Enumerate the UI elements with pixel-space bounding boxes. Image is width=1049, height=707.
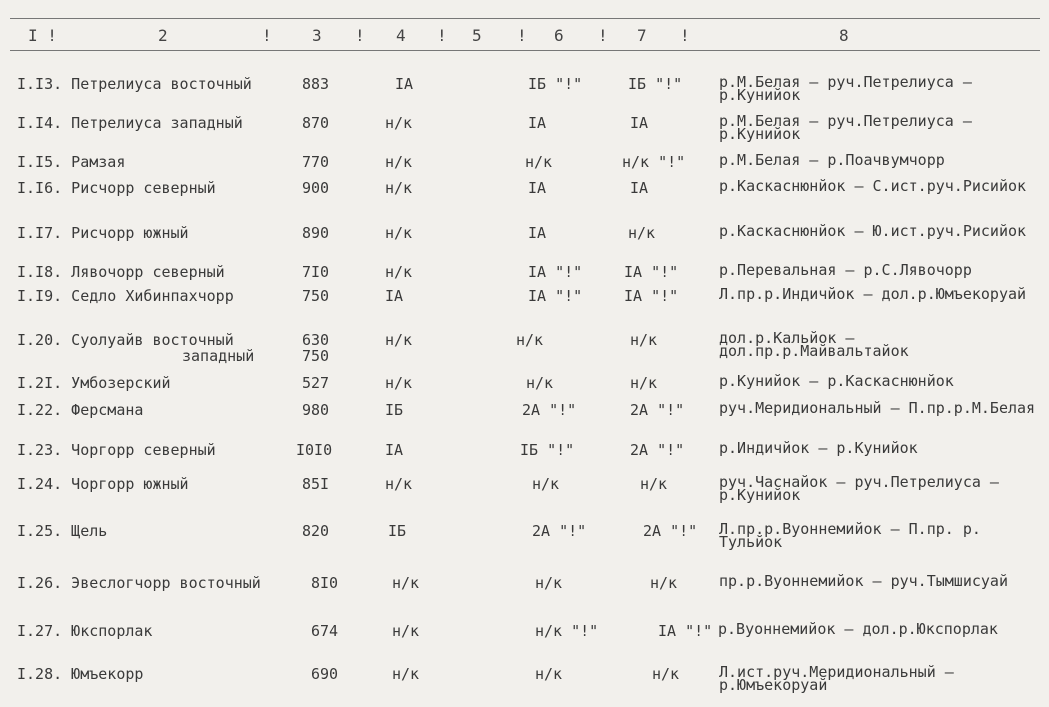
header-rule bbox=[10, 50, 1040, 51]
pass-name: I.23. Чоргорр северный bbox=[17, 441, 216, 459]
category-col4: н/к bbox=[385, 475, 413, 493]
pass-name: I.26. Эвеслогчорр восточный bbox=[17, 574, 261, 592]
header-col-8: 8 bbox=[839, 26, 849, 45]
header-sep: ! bbox=[262, 26, 272, 45]
category-col4: н/к bbox=[385, 179, 413, 197]
category-col4: н/к bbox=[385, 224, 413, 242]
route-description: р.Вуоннемийок – дол.р.Юкспорлак bbox=[718, 620, 998, 638]
pass-height: 7I0 bbox=[302, 263, 330, 281]
category-col7: IA bbox=[630, 114, 649, 132]
category-col7: IA "!" bbox=[624, 263, 679, 281]
pass-name: I.I5. Рамзая bbox=[17, 153, 126, 171]
header-sep: ! bbox=[680, 26, 690, 45]
header-sep: ! bbox=[437, 26, 447, 45]
category-col4: IБ bbox=[385, 401, 404, 419]
route-description: Л.пр.р.Вуоннемийок – П.пр. р. Тульйок bbox=[719, 520, 981, 551]
route-description: руч.Часнайок – руч.Петрелиуса – р.Кунийок bbox=[719, 473, 999, 504]
pass-height: 85I bbox=[302, 475, 330, 493]
category-col6: IA bbox=[528, 224, 547, 242]
category-col6: н/к bbox=[535, 665, 563, 683]
category-col7: н/к bbox=[640, 475, 668, 493]
category-col7: н/к bbox=[630, 331, 658, 349]
category-col7: IA "!" bbox=[658, 622, 713, 640]
category-col6: н/к bbox=[525, 153, 553, 171]
category-col4: IA bbox=[395, 75, 414, 93]
route-description: пр.р.Вуоннемийок – руч.Тымшисуай bbox=[719, 572, 1008, 590]
pass-name: I.I4. Петрелиуса западный bbox=[17, 114, 243, 132]
category-col6: н/к bbox=[532, 475, 560, 493]
pass-height: 820 bbox=[302, 522, 330, 540]
top-rule bbox=[10, 18, 1040, 19]
category-col7: н/к bbox=[628, 224, 656, 242]
pass-name: I.I8. Лявочорр северный bbox=[17, 263, 225, 281]
category-col6: IA "!" bbox=[528, 263, 583, 281]
category-col6: н/к bbox=[516, 331, 544, 349]
pass-name: I.28. Юмъекорр bbox=[17, 665, 144, 683]
pass-height: 527 bbox=[302, 374, 330, 392]
route-description: дол.р.Кальйок – дол.пр.р.Майвальтайок bbox=[719, 329, 909, 360]
category-col7: 2A "!" bbox=[643, 522, 698, 540]
route-description: р.Каскаснюнйок – Ю.ист.руч.Рисийок bbox=[719, 222, 1027, 240]
pass-name: I.I9. Седло Хибинпахчорр bbox=[17, 287, 234, 305]
category-col6: IA "!" bbox=[528, 287, 583, 305]
header-col-5: 5 bbox=[472, 26, 482, 45]
pass-name: I.2I. Умбозерский bbox=[17, 374, 171, 392]
category-col6: IБ "!" bbox=[528, 75, 583, 93]
pass-height: 980 bbox=[302, 401, 330, 419]
pass-height: 900 bbox=[302, 179, 330, 197]
pass-name: I.27. Юкспорлак bbox=[17, 622, 153, 640]
category-col7: н/к bbox=[652, 665, 680, 683]
category-col7: 2A "!" bbox=[630, 441, 685, 459]
pass-height: 750 bbox=[302, 287, 330, 305]
pass-height: 690 bbox=[311, 665, 339, 683]
category-col6: н/к bbox=[526, 374, 554, 392]
category-col4: н/к bbox=[385, 374, 413, 392]
pass-name: I.I3. Петрелиуса восточный bbox=[17, 75, 252, 93]
route-description: р.Каскаснюнйок – С.ист.руч.Рисийок bbox=[719, 177, 1027, 195]
header-col-6: 6 bbox=[554, 26, 564, 45]
pass-height: 630 bbox=[302, 331, 330, 349]
category-col4: IБ bbox=[388, 522, 407, 540]
category-col4: IA bbox=[385, 287, 404, 305]
category-col6: IA bbox=[528, 179, 547, 197]
route-description: р.Индичйок – р.Кунийок bbox=[719, 439, 918, 457]
header-col-7: 7 bbox=[637, 26, 647, 45]
header-col-4: 4 bbox=[396, 26, 406, 45]
category-col6: н/к bbox=[535, 574, 563, 592]
category-col7: IБ "!" bbox=[628, 75, 683, 93]
pass-name: I.I7. Рисчорр южный bbox=[17, 224, 189, 242]
pass-height: 883 bbox=[302, 75, 330, 93]
pass-name: I.22. Ферсмана bbox=[17, 401, 144, 419]
pass-name: I.25. Щель bbox=[17, 522, 108, 540]
pass-height-second: 750 bbox=[302, 347, 330, 365]
category-col7: IA bbox=[630, 179, 649, 197]
route-description: Л.ист.руч.Меридиональный – р.Юмъекоруай bbox=[719, 663, 954, 694]
header-col-3: 3 bbox=[312, 26, 322, 45]
category-col7: н/к bbox=[630, 374, 658, 392]
pass-name: I.20. Суолуайв восточный bbox=[17, 331, 234, 349]
category-col4: н/к bbox=[392, 622, 420, 640]
category-col4: н/к bbox=[392, 665, 420, 683]
route-description: р.М.Белая – руч.Петрелиуса – р.Кунийок bbox=[719, 73, 972, 104]
category-col4: н/к bbox=[385, 263, 413, 281]
category-col7: IA "!" bbox=[624, 287, 679, 305]
category-col4: н/к bbox=[385, 153, 413, 171]
pass-height: 770 bbox=[302, 153, 330, 171]
pass-height: 870 bbox=[302, 114, 330, 132]
category-col4: н/к bbox=[385, 114, 413, 132]
route-description: Л.пр.р.Индичйок – дол.р.Юмъекоруай bbox=[719, 285, 1027, 303]
header-col-1: I ! bbox=[28, 26, 57, 45]
pass-name-second: западный bbox=[182, 347, 255, 365]
header-col-2: 2 bbox=[158, 26, 168, 45]
category-col7: 2A "!" bbox=[630, 401, 685, 419]
pass-height: 8I0 bbox=[311, 574, 339, 592]
category-col7: н/к bbox=[650, 574, 678, 592]
header-sep: ! bbox=[517, 26, 527, 45]
category-col4: IA bbox=[385, 441, 404, 459]
pass-name: I.24. Чоргорр южный bbox=[17, 475, 189, 493]
route-description: р.Перевальная – р.С.Лявочорр bbox=[719, 261, 972, 279]
pass-height: 890 bbox=[302, 224, 330, 242]
route-description: р.Кунийок – р.Каскаснюнйок bbox=[719, 372, 954, 390]
category-col4: н/к bbox=[385, 331, 413, 349]
route-description: р.М.Белая – р.Поачвумчорр bbox=[719, 151, 945, 169]
category-col4: н/к bbox=[392, 574, 420, 592]
category-col6: 2A "!" bbox=[532, 522, 587, 540]
header-sep: ! bbox=[598, 26, 608, 45]
pass-height: 674 bbox=[311, 622, 339, 640]
category-col6: 2A "!" bbox=[522, 401, 577, 419]
header-sep: ! bbox=[355, 26, 365, 45]
route-description: р.М.Белая – руч.Петрелиуса – р.Кунийок bbox=[719, 112, 972, 143]
route-description: руч.Меридиональный – П.пр.р.М.Белая bbox=[719, 399, 1036, 417]
category-col6: IБ "!" bbox=[520, 441, 575, 459]
category-col6: IA bbox=[528, 114, 547, 132]
pass-name: I.I6. Рисчорр северный bbox=[17, 179, 216, 197]
pass-height: I0I0 bbox=[296, 441, 333, 459]
category-col6: н/к "!" bbox=[535, 622, 599, 640]
category-col7: н/к "!" bbox=[622, 153, 686, 171]
